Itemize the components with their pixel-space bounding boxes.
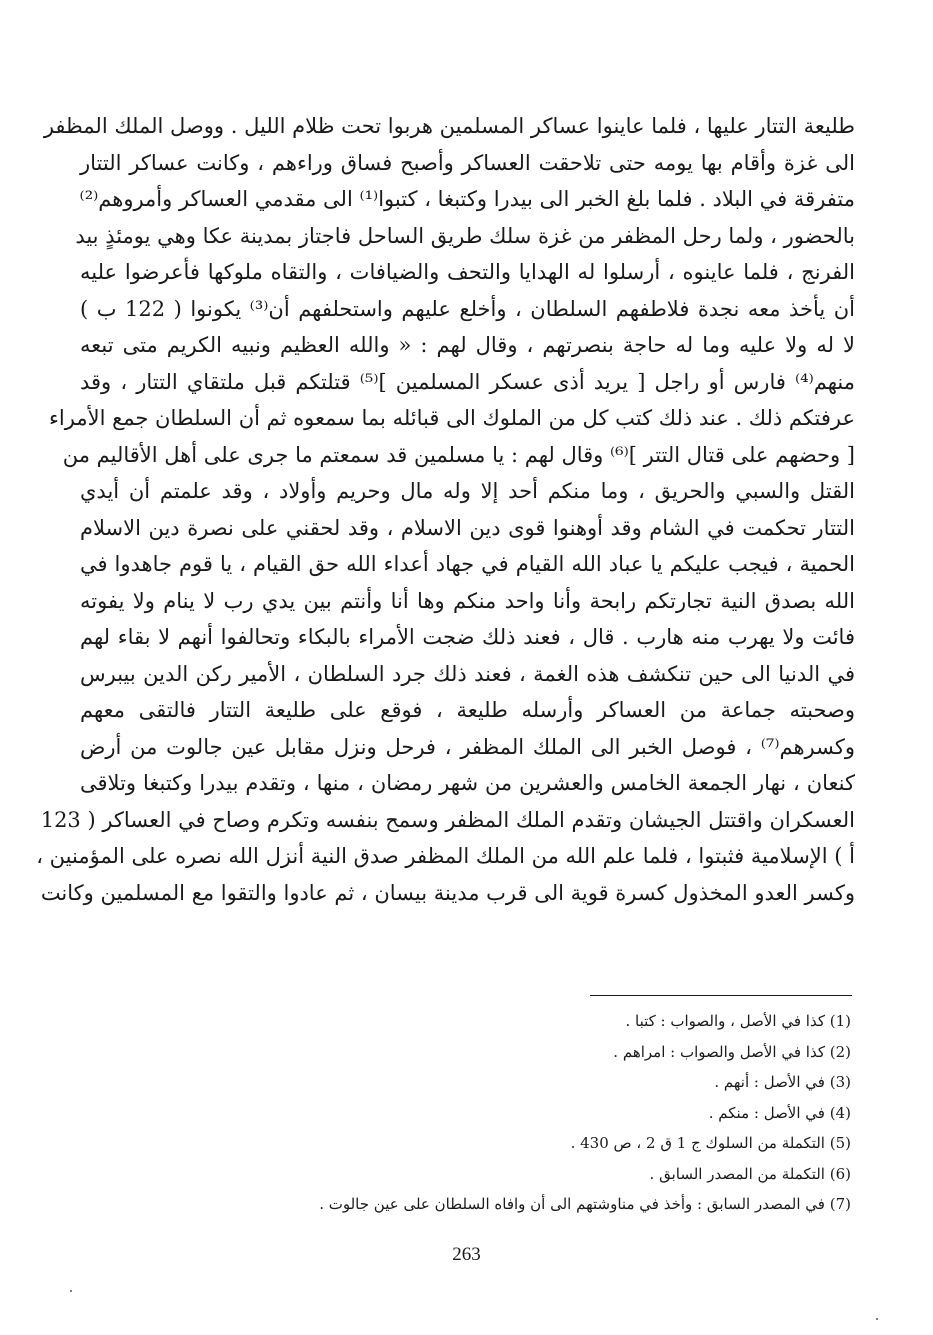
text-line: [ وحضهم على قتال التتر ]⁽⁶⁾ وقال لهم : يا مسلمين قد سمعتم ما جرى على أهل الأقاليم من <box>62 442 855 467</box>
text-line: منهم⁽⁴⁾ فارس أو راجل [ يريد أذى عسكر المسلمين ]⁽⁵⁾ قتلتكم قبل ملتقاي التتار ، وقد <box>80 369 855 394</box>
footnote: (4) في الأصل : منكم . <box>708 1103 851 1122</box>
text-line: طليعة التتار عليها ، فلما عاينوا عساكر المسلمين هربوا تحت ظلام الليل . ووصل الملك المظفر <box>43 114 855 138</box>
text-line: الله بصدق النية تجارتكم رابحة وأنا واحد منكم وها أنا وأنتم بين يدي رب لا ينام ولا يفوته <box>80 588 855 613</box>
footnote: (2) كذا في الأصل والصواب : امراهم . <box>613 1042 851 1061</box>
text-line: كنعان ، نهار الجمعة الخامس والعشرين من شهر رمضان ، منها ، وتقدم بيدرا وكتبغا وتلاقى <box>80 771 855 795</box>
footnote: (6) التكملة من المصدر السابق . <box>649 1164 851 1183</box>
text-line: الفرنج ، فلما عاينوه ، أرسلوا له الهدايا والتحف والضيافات ، والتقاه ملوكها فأعرضوا عليه <box>80 260 855 284</box>
text-line: في الدنيا الى حين تنكشف هذه الغمة ، فعند ذلك جرد السلطان ، الأمير ركن الدين بيبرس <box>80 661 855 686</box>
text-line: وكسرهم⁽⁷⁾ ، فوصل الخبر الى الملك المظفر ، فرحل ونزل مقابل عين جالوت من أرض <box>80 734 855 759</box>
text-line: عرفتكم ذلك . عند ذلك كتب كل من الملوك الى قبائله بما سمعوه ثم أن السلطان جمع الأمراء <box>49 406 855 430</box>
footnotes <box>251 1006 851 1220</box>
text-line: العسكران واقتتل الجيشان وتقدم الملك المظفر وسمح بنفسه وتكرم وصاح في العساكر ( 123 <box>40 807 855 832</box>
scan-speck <box>70 1290 72 1292</box>
text-line: أ ) الإسلامية فثبتوا ، فلما علم الله من الملك المظفر صدق النية أنزل الله نصره على المؤمنين ، <box>36 844 855 868</box>
text-line: فائت ولا يهرب منه هارب . قال ، فعند ذلك ضجت الأمراء بالبكاء وتحالفوا أنهم لا بقاء لهم <box>80 625 855 649</box>
scan-speck <box>876 1318 878 1320</box>
text-line: بالحضور ، ولما رحل المظفر من غزة سلك طريق الساحل فاجتاز بمدينة عكا وهي يومئذٍ بيد <box>75 223 855 248</box>
text-line: الى غزة وأقام بها يومه حتى تلاحقت العساكر وأصبح فساق وراءهم ، وكانت عساكر التتار <box>80 150 855 175</box>
footnote: (5) التكملة من السلوك ج 1 ق 2 ، ص 430 . <box>570 1134 851 1152</box>
text-line: وصحبته جماعة من العساكر وأرسله طليعة ، فوقع على طليعة التتار فالتقى معهم <box>80 698 855 722</box>
footnote: (1) كذا في الأصل ، والصواب : كتبا . <box>625 1012 851 1030</box>
text-line: القتل والسبي والحريق ، وما منكم أحد إلا وله مال وحريم وأولاد ، وقد علمتم أن أيدي <box>80 479 855 503</box>
text-line: الحمية ، فيجب عليكم يا عباد الله القيام في جهاد أعداء الله حق القيام ، يا قوم جاهدوا في <box>80 552 855 576</box>
footnote-divider <box>590 995 852 996</box>
footnote: (7) في المصدر السابق : وأخذ في مناوشتهم الى أن وافاه السلطان على عين جالوت . <box>319 1195 851 1213</box>
text-line: متفرقة في البلاد . فلما بلغ الخبر الى بيدرا وكتبغا ، كتبوا⁽¹⁾ الى مقدمي العساكر وأمروهم⁽²⁾ <box>79 187 855 211</box>
text-line: التتار تحكمت في الشام وقد أوهنوا قوى دين الاسلام ، وقد لحقني على نصرة دين الاسلام <box>80 515 855 540</box>
main-text <box>36 108 855 911</box>
page-number: 263 <box>452 1244 481 1265</box>
text-line: أن يأخذ معه نجدة فلاطفهم السلطان ، وأخلع عليهم واستحلفهم أن⁽³⁾ يكونوا ( 122 ب ) <box>80 296 855 321</box>
text-line: وكسر العدو المخذول كسرة قوية الى قرب مدينة بيسان ، ثم عادوا والتقوا مع المسلمين وكانت <box>40 880 855 905</box>
text-line: لا له ولا عليه وما له حاجة بنصرتهم ، وقال لهم : « والله العظيم ونبيه الكريم متى تبعه <box>80 333 855 357</box>
footnote: (3) في الأصل : أنهم . <box>714 1073 851 1091</box>
